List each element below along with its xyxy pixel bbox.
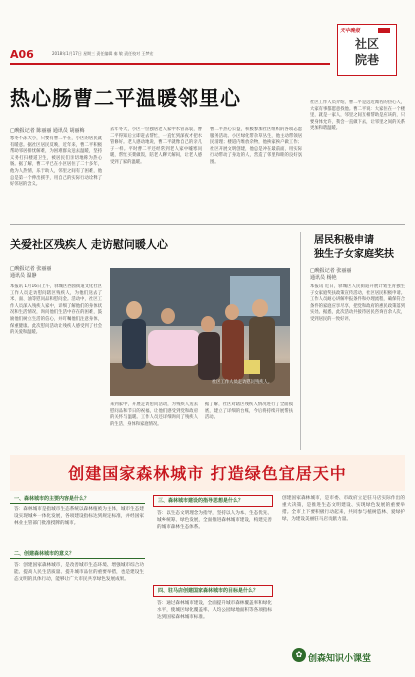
story-photo-illustration xyxy=(110,268,290,396)
question-1: 一、森林城市的主要内容是什么？ xyxy=(14,496,90,502)
logo-mark-icon xyxy=(378,28,390,33)
feature-seal-text: 创森知识小课堂 xyxy=(308,654,372,664)
answer-1: 答：森林城市是指城市生态系统以森林植被为主体，城市生态建设实现城乡一体化发展，各项建设指标达到规定标准，并经国家林业主管部门批准授牌的城市。 xyxy=(14,507,144,526)
section-divider xyxy=(10,224,405,225)
lead-col-4: 社区工作人员介绍，曹二平是远近闻名的热心人，大家有事都愿意找他。曹二平说：大家住在一个楼里，就是一家人，邻里之间互相帮助是应该的，只要身体允许，我会一直做下去，让邻里之间的关系更加和谐温暖。 xyxy=(310,100,405,132)
left-story-continued-1: 来到家中，开展走访慰问活动，为残疾人送去慰问品和节日的祝福，让他们感受到党和政府的关怀与温暖。工作人员还详细询问了残疾人的生活、身体和家庭情况。 xyxy=(110,402,198,427)
logo-brand: 天中晚报 xyxy=(340,28,361,34)
question-3: 三、森林城市建设的指导思想是什么？ xyxy=(158,498,244,504)
right-headline-line-1: 居民积极申请 xyxy=(314,235,374,246)
dateline: 2018年1月17日 星期三 责任编辑 秦 敏 责任校对 王梦宏 xyxy=(52,51,154,56)
section-line-2: 院巷 xyxy=(354,53,379,67)
photo-caption: 社区工作人员走访慰问残疾人。 xyxy=(212,380,273,385)
leaf-seal-icon: ✿ xyxy=(292,648,306,662)
left-story-body: 本报讯 1月16日上午，驿城区西园街道文化社区工作人员走访慰问辖区残疾人，为他们送去了米、面、油等慰问品和慰问金。活动中，社区工作人员深入残疾人家中，详细了解他们的身体状况和生活情况，询问他们生活中存在的困难，鼓励他们树立生活的信心，并叮嘱他们注意身体，保重健康。此次慰问活动让残疾人感受到了社会的关爱和温暖。 xyxy=(10,284,102,336)
page-number: A06 xyxy=(10,48,34,61)
question-4: 四、驻马店创建国家森林城市的目标是什么？ xyxy=(158,588,259,594)
question-1-rule xyxy=(10,503,145,504)
lead-col-2: 去年冬天，小区一位独居老人家中水管冻裂，曹二平得知后立即赶去帮忙，一直忙到深夜才把水管修好。老人感动地说，曹二平就像自己的亲儿子一样。平时曹二平还经常到老人家中嘘寒问暖，帮忙买菜做饭，陪老人聊天解闷，让老人感受到了家的温暖。 xyxy=(110,127,202,165)
question-2-rule xyxy=(10,558,145,559)
answer-4: 答：通过森林城市建设，全面提升城市森林覆盖率和绿化水平，使城区绿化覆盖率、人均公园绿地面积等各项指标达到国家森林城市标准。 xyxy=(157,601,272,620)
section-line-1: 社区 xyxy=(354,37,379,51)
feature-banner xyxy=(10,455,405,491)
column-divider xyxy=(300,232,301,450)
right-story-headline xyxy=(314,234,409,262)
lead-col-3: 曹二平热心公益，积极参加社区组织的各项志愿服务活动。小区绿化带杂草丛生，他主动带领居民清理；楼道内堆放杂物，他挨家挨户做工作；社区开展文明创建，他总是冲在最前面，用实际行动带动了身边的人，营造了邻里和睦的良好氛围。 xyxy=(210,127,302,165)
question-2: 二、创建森林城市的意义？ xyxy=(14,551,75,557)
right-story-byline: □晚报记者 张丽丽 通讯员 杨艳 xyxy=(310,268,352,281)
lead-byline: □晚报记者 陈丽丽 通讯员 胡丽梅 xyxy=(10,128,85,134)
left-story-byline: □晚报记者 张丽丽 通讯员 温静 xyxy=(10,266,52,279)
left-story-headline: 关爱社区残疾人 走访慰问暖人心 xyxy=(10,238,168,251)
lead-col-1: 寒冬不冻大小，只要有曹二平在，小区的居民就有暖意。据社区居民反映，近年来，曹二平积极帮助邻居排忧解难，为困难群众送去温暖，坚持义务打扫楼道卫生，被居民们亲切地称为热心肠。据了解，曹二平已在小区居住了二十多年，他为人热情，乐于助人，邻里之间有了困难，他总是第一个伸出援手，用自己的实际行动诠释了好邻居的含义。 xyxy=(10,136,102,188)
right-story-body: 本报讯 近日，驿城区人民街道开展计划生育独生子女家庭奖扶政策宣传活动，社区居民积极申请。工作人员耐心讲解申报条件和办理流程，确保符合条件的家庭应享尽享，把党和政府的惠民政策落到实处。据悉，此次活动共接待居民咨询百余人次，受到居民的一致好评。 xyxy=(310,284,405,322)
answer-3: 答：以生态文明理念为指导，坚持以人为本、生态优先、城乡统筹、绿色发展，全面推进森林城市建设，构建完善的城市森林生态体系。 xyxy=(157,511,272,530)
section-logo xyxy=(337,24,397,76)
story-photo xyxy=(110,268,290,396)
section-name xyxy=(340,36,394,68)
right-headline-line-2: 独生子女家庭奖扶 xyxy=(314,249,394,260)
left-story-continued-2: 据了解，社区对辖区残疾人情况进行了全面摸底，建立了详细的台账，今后将持续开展帮扶活动。 xyxy=(205,402,293,421)
feature-right-column: 创建国家森林城市，是市委、市政府立足驻马店实际作出的重大决策，是推进生态文明建设、实现绿色发展的重要举措。全市上下要积极行动起来，共同参与植树造林、爱绿护绿，为建设美丽驻马店贡献力量。 xyxy=(282,496,405,522)
feature-banner-title: 创建国家森林城市 打造绿色宜居天中 xyxy=(68,464,347,483)
answer-2: 答：创建国家森林城市，是改善城市生态环境、增强城市综合功能、提高人民生活质量、提升城市品位的重要举措，也是建设生态文明的具体行动，能够让广大市民共享绿色发展成果。 xyxy=(14,563,144,582)
lead-headline: 热心肠曹二平温暖邻里心 xyxy=(10,86,241,110)
masthead-rule xyxy=(10,63,330,65)
